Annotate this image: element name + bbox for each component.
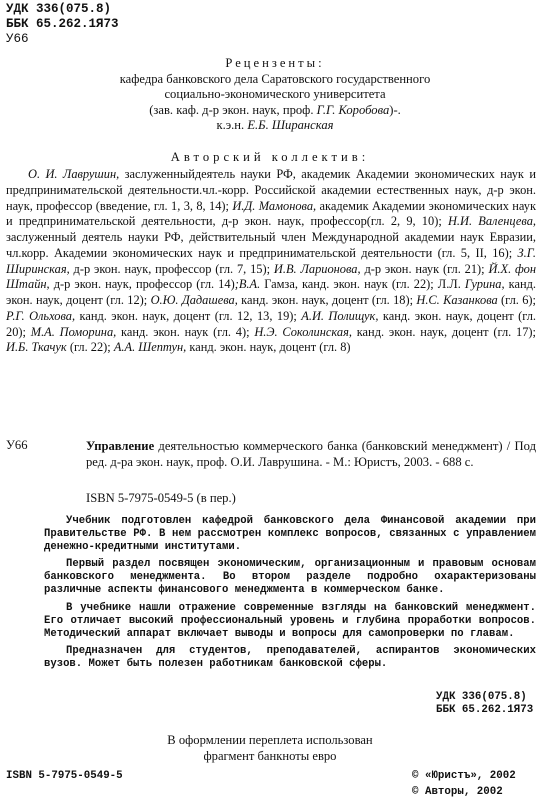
udk-code-bottom: УДК 336(075.8) [436,691,527,703]
reviewers-line [40,103,510,119]
author-text: канд. экон. наук, доцент (гл. 17); [351,324,536,339]
reviewer-name: Е.Б. Ширанская [247,118,334,133]
catalog-text: деятельностью коммерческого банка (банковский менеджмент) / Под ред. д-ра экон. наук, проф. О.И. Лаврушина. - М.: Юристъ, 2003. - 688 с. [86,439,536,469]
author-text: канд. экон. наук, доцент (гл. 12, 13, 19); [75,308,297,323]
author-name: Н.Э. Соколинская, [254,324,352,339]
reviewers-heading: Рецензенты: [225,56,325,70]
udk-code: УДК 336(075.8) [6,2,112,16]
author-name: И.Д. Мамонова, [232,198,317,213]
author-name: А.И. Полищук, [301,308,379,323]
author-name: ;В.А. [234,277,261,292]
catalog-code: У66 [6,438,28,452]
cover-note-line: В оформлении переплета использован [167,733,373,747]
authors-paragraph [6,167,536,356]
copyright-block [412,768,516,800]
author-text: (гл. 22); [66,340,111,355]
catalog-code-top: У66 [6,32,29,46]
author-name: А.А. Шептун, [113,340,187,355]
author-text: д-р экон. наук (гл. 21); [360,261,485,276]
authors-block [6,167,536,356]
author-name: Н.И. Валенцева, [447,214,536,229]
author-name: О. И. Лаврушин, [28,167,120,181]
classification-block [6,2,119,47]
author-text: канд. экон. наук, доцент (гл. 12); [6,277,536,307]
footer-isbn: ISBN 5-7975-0549-5 [6,770,123,782]
author-text: Гамза, канд. экон. наук (гл. 22); [260,277,434,292]
author-text: канд. экон. наук (гл. 4); [116,324,250,339]
bbk-code: ББК 65.262.1Я73 [6,17,119,31]
author-name: Гурина, [464,277,505,292]
author-text: д-р экон. наук, профессор (гл. 7, 15); [69,261,271,276]
cover-note-line: фрагмент банкноты евро [203,748,337,763]
authors-heading: Авторский коллектив: [170,150,370,164]
abstract-paragraph: В учебнике нашли отражение современные взгляды на банковский менеджмент. Его отличает высокий профессиональный уровень и глубина проработки вопросов. Методический аппарат включает выводы и вопросы для самопроверки по главам. [44,601,536,640]
abstract-block [44,515,536,675]
abstract-paragraph: Учебник подготовлен кафедрой банковского дела Финансовой академии при Правительстве РФ. В нем рассмотрен комплекс вопросов, связанных с управлением денежно-кредитными институтами. [44,515,536,554]
author-text: канд. экон. наук, доцент (гл. 8) [186,340,351,355]
author-text: заслуженныйдеятель науки РФ, академик Академии экономических наук и предпринимательской деятельности.чл.-корр. Российской академии естественных наук, д-р экон. наук, профессор (введение, гл. 1, 3, 8, 14); [6,167,537,213]
author-name: И.В. Ларионова, [273,261,361,276]
author-text: канд. экон. наук, доцент (гл. 20); [6,308,536,339]
book-title: Управление [86,439,155,453]
abstract-paragraph: Предназначен для студентов, преподавателей, аспирантов экономических вузов. Может быть полезен работникам банковской сферы. [44,644,536,670]
reviewers-text: к.э.н. [216,118,248,133]
reviewers-block [40,56,510,134]
author-text: заслуженный деятель науки РФ, действительный член Международной академии наук Евразии, чл.корр. Академии экономических наук и предпринимательской деятельности (гл. 5, II, 16); [6,230,536,260]
author-text: Л.Л. [437,277,461,292]
author-text: канд. экон. наук, доцент (гл. 18); [237,293,414,307]
author-name: Й.Х. фон Штайн, [6,261,537,292]
author-name: Р.Г. Ольхова, [6,308,76,323]
catalog-entry [86,438,536,470]
copyright-line: © Авторы, 2002 [412,786,503,798]
reviewers-line [40,118,510,134]
author-name: И.Б. Ткачук [6,340,67,355]
author-name: Н.С. Казанкова [416,293,498,307]
author-text: д-р экон. наук, профессор (гл. 14) [49,277,235,292]
abstract-paragraph: Первый раздел посвящен экономическим, организационным и правовым основам банковского менеджмента. Во втором разделе подробно охарактеризованы различные аспекты финансового менеджмента в коммерческом банке. [44,558,536,597]
copyright-line: © «Юристъ», 2002 [412,770,516,782]
catalog-isbn: ISBN 5-7975-0549-5 (в пер.) [86,491,236,505]
bottom-classification [436,691,533,717]
author-text: академик Академии экономических наук и предпринимательской деятельности, д-р экон. наук, профессор(гл. 2, 9, 10); [6,198,536,229]
bbk-code-bottom: ББК 65.262.1Я73 [436,704,534,716]
author-name: О.Ю. Дадашева, [150,293,238,307]
reviewer-name: Г.Г. Коробова [316,102,390,117]
cover-note [0,733,540,764]
reviewers-text: (зав. каф. д-р экон. наук, проф. [149,102,317,117]
reviewers-line: социально-экономического университета [164,87,386,102]
reviewers-line: кафедра банковского дела Саратовского государственного [119,71,431,86]
author-text: (гл. 6); [497,293,536,307]
reviewers-text: )-. [389,102,401,117]
author-name: М.А. Поморина, [30,324,117,339]
author-name: З.Г. Ширинская, [6,245,536,276]
